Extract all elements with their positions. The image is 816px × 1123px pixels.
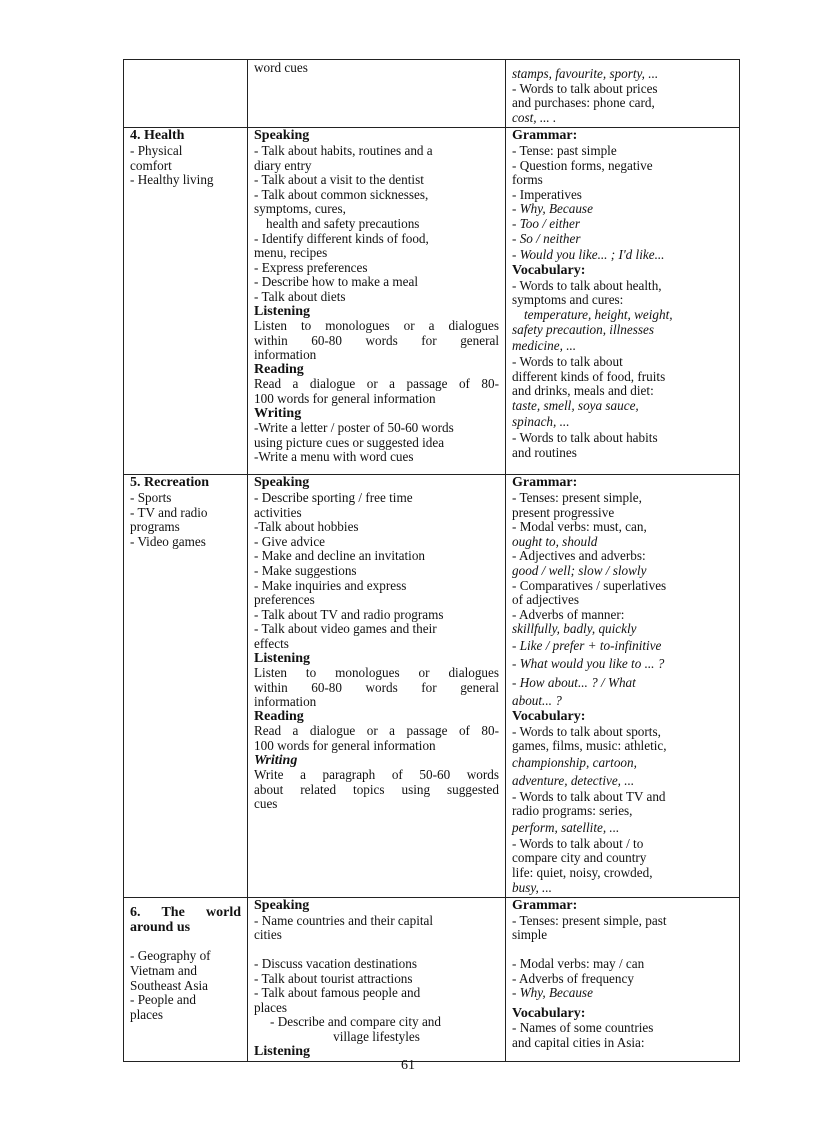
topic-title: 5. Recreation — [130, 475, 210, 491]
text-line: 100 words for general information — [254, 738, 436, 754]
text-line: village lifestyles — [333, 1029, 420, 1044]
topic-cell — [124, 128, 248, 475]
text-line: - Comparatives / superlatives — [512, 577, 667, 593]
section-heading: Reading — [254, 708, 304, 724]
text-line: and routines — [512, 445, 577, 461]
section-heading: Speaking — [254, 475, 310, 491]
text-line: - So / neither — [512, 230, 581, 246]
text-line: - Talk about TV and radio programs — [254, 606, 444, 622]
text-line: - Names of some countries — [512, 1020, 654, 1036]
topic-title: 4. Health — [130, 128, 185, 144]
text-line: - Talk about a visit to the dentist — [254, 172, 424, 188]
text-line: - Tense: past simple — [512, 142, 617, 158]
text-line: simple — [512, 927, 548, 943]
skills-cell — [248, 898, 506, 1062]
text-line: - Express preferences — [254, 259, 368, 275]
text-line: comfort — [130, 157, 172, 173]
skills-cell — [248, 128, 506, 475]
section-heading: Reading — [254, 361, 304, 377]
text-line: - Words to talk about — [512, 354, 623, 370]
text-line: places — [254, 999, 287, 1015]
language-cell — [506, 475, 740, 898]
topic-title: 6. The world — [130, 905, 241, 921]
text-line: - Too / either — [512, 215, 581, 231]
table-row — [124, 60, 740, 128]
text-line: diary entry — [254, 157, 312, 173]
text-line: championship, cartoon, — [512, 754, 637, 770]
section-heading: Grammar: — [512, 475, 578, 491]
syllabus-table — [123, 59, 740, 1062]
text-line: - Make inquiries and express — [254, 577, 407, 593]
text-line: cues — [254, 796, 278, 812]
text-line: different kinds of food, fruits — [512, 368, 666, 384]
text-line: - Physical — [130, 142, 183, 158]
text-line: spinach, ... — [512, 414, 570, 430]
language-cell — [506, 898, 740, 1062]
text-line: - People and — [130, 992, 196, 1008]
section-heading: Speaking — [254, 128, 310, 144]
text-line: word cues — [254, 60, 308, 75]
text-line: - Talk about video games and their — [254, 621, 437, 637]
text-line: -Talk about hobbies — [254, 519, 359, 535]
text-line: - Words to talk about habits — [512, 430, 658, 446]
skills-cell — [248, 475, 506, 898]
text-line: - Words to talk about sports, — [512, 723, 661, 739]
section-heading: Grammar: — [512, 128, 578, 144]
text-line: information — [254, 694, 317, 710]
text-line: - Imperatives — [512, 186, 582, 202]
text-line: - Geography of — [130, 948, 211, 964]
text-line: and purchases: phone card, — [512, 95, 655, 111]
text-line: forms — [512, 172, 543, 188]
text-line: - Describe how to make a meal — [254, 274, 419, 290]
text-line: - Tenses: present simple, past — [512, 912, 667, 928]
text-line: medicine, ... — [512, 338, 577, 354]
text-line: preferences — [254, 592, 315, 608]
table-row — [124, 898, 740, 1062]
section-heading: Vocabulary: — [512, 263, 586, 279]
language-cell — [506, 128, 740, 475]
topic-cell — [124, 475, 248, 898]
text-line: effects — [254, 635, 289, 651]
page-number: 61 — [401, 1058, 415, 1073]
text-line: - Words to talk about prices — [512, 80, 658, 96]
text-line: menu, recipes — [254, 245, 328, 261]
text-line: Listen to monologues or a dialogues — [254, 318, 499, 334]
text-line: - Make and decline an invitation — [254, 548, 426, 564]
text-line: - Words to talk about TV and — [512, 788, 666, 804]
text-line: Vietnam and — [130, 963, 197, 979]
text-line: - Question forms, negative — [512, 157, 653, 173]
text-line: -Write a menu with word cues — [254, 449, 414, 465]
text-line: about related topics using suggested — [254, 781, 499, 797]
text-line: - Would you like... ; I'd like... — [512, 247, 665, 263]
text-line: 100 words for general information — [254, 391, 436, 407]
text-line: - Make suggestions — [254, 562, 357, 578]
text-line: - Describe sporting / free time — [254, 489, 413, 505]
text-line: Read a dialogue or a passage of 80- — [254, 376, 499, 392]
topic-cell — [124, 60, 248, 128]
text-line: - Tenses: present simple, — [512, 489, 642, 505]
text-line: - Why, Because — [512, 201, 593, 217]
section-heading: Grammar: — [512, 898, 578, 914]
text-line: - Discuss vacation destinations — [254, 956, 417, 972]
text-line: - Describe and compare city and — [270, 1014, 441, 1030]
text-line: Listen to monologues or dialogues — [254, 665, 499, 681]
section-heading: Writing — [254, 752, 298, 768]
text-line: busy, ... — [512, 879, 552, 895]
section-heading: Speaking — [254, 898, 310, 914]
text-line: - Healthy living — [130, 172, 214, 188]
text-line: - Talk about common sicknesses, — [254, 186, 429, 202]
text-line: life: quiet, noisy, crowded, — [512, 865, 653, 881]
text-line: - Adjectives and adverbs: — [512, 548, 646, 564]
text-line: symptoms and cures: — [512, 292, 624, 308]
text-line: Read a dialogue or a passage of 80- — [254, 723, 499, 739]
text-line: stamps, favourite, sporty, ... — [512, 66, 659, 81]
text-line: - Why, Because — [512, 985, 593, 1001]
text-line: - Modal verbs: may / can — [512, 956, 645, 972]
text-line: - Words to talk about health, — [512, 277, 662, 293]
table-row — [124, 475, 740, 898]
text-line: - Like / prefer + to-infinitive — [512, 637, 662, 653]
section-heading: Vocabulary: — [512, 708, 586, 724]
spacer — [254, 943, 499, 957]
text-line: - Adverbs of manner: — [512, 606, 625, 622]
text-line: cities — [254, 927, 282, 943]
text-line: - How about... ? / What — [512, 674, 636, 690]
text-line: within 60-80 words for general — [254, 332, 499, 348]
text-line: and drinks, meals and diet: — [512, 383, 654, 399]
topic-cell — [124, 898, 248, 1062]
section-heading: Listening — [254, 1043, 311, 1059]
text-line: health and safety precautions — [266, 215, 420, 231]
text-line: - TV and radio — [130, 504, 208, 520]
text-line: activities — [254, 504, 302, 520]
text-line: perform, satellite, ... — [512, 819, 620, 835]
text-line: - Video games — [130, 533, 206, 549]
section-heading: Listening — [254, 303, 311, 319]
text-line: within 60-80 words for general — [254, 679, 499, 695]
text-line: places — [130, 1006, 163, 1022]
text-line: Southeast Asia — [130, 977, 209, 993]
text-line: - Modal verbs: must, can, — [512, 519, 647, 535]
text-line: present progressive — [512, 504, 615, 520]
text-line: compare city and country — [512, 850, 647, 866]
text-line: information — [254, 347, 317, 363]
text-line: programs — [130, 519, 180, 535]
text-line: - Name countries and their capital — [254, 912, 434, 928]
text-line: - Adverbs of frequency — [512, 970, 634, 986]
text-line: and capital cities in Asia: — [512, 1035, 645, 1050]
text-line: - Sports — [130, 489, 172, 505]
text-line: Write a paragraph of 50-60 words — [254, 767, 499, 783]
text-line: of adjectives — [512, 592, 580, 608]
text-line: symptoms, cures, — [254, 201, 346, 217]
spacer — [130, 935, 241, 949]
text-line: good / well; slow / slowly — [512, 562, 647, 578]
text-line: ought to, should — [512, 533, 598, 549]
text-line: cost, ... . — [512, 109, 557, 125]
text-line: temperature, height, weight, — [524, 306, 673, 322]
section-heading: Vocabulary: — [512, 1005, 586, 1021]
text-line: - Talk about tourist attractions — [254, 970, 413, 986]
spacer — [512, 943, 733, 957]
text-line: games, films, music: athletic, — [512, 738, 667, 754]
section-heading: Listening — [254, 650, 311, 666]
text-line: using picture cues or suggested idea — [254, 434, 445, 450]
text-line: -Write a letter / poster of 50-60 words — [254, 420, 454, 436]
text-line: taste, smell, soya sauce, — [512, 397, 639, 413]
text-line: - Give advice — [254, 533, 326, 549]
text-line: - What would you like to ... ? — [512, 655, 665, 671]
table-row — [124, 128, 740, 475]
text-line: safety precaution, illnesses — [512, 321, 654, 337]
topic-title: around us — [130, 919, 191, 935]
text-line: adventure, detective, ... — [512, 772, 635, 788]
text-line: - Talk about habits, routines and a — [254, 142, 433, 158]
text-line: about... ? — [512, 692, 562, 708]
text-line: skillfully, badly, quickly — [512, 621, 637, 637]
text-line: - Identify different kinds of food, — [254, 230, 429, 246]
skills-cell — [248, 60, 506, 128]
language-cell — [506, 60, 740, 128]
text-line: - Words to talk about / to — [512, 835, 644, 851]
text-line: - Talk about diets — [254, 288, 346, 304]
text-line: - Talk about famous people and — [254, 985, 421, 1001]
section-heading: Writing — [254, 405, 302, 421]
text-line: radio programs: series, — [512, 803, 633, 819]
